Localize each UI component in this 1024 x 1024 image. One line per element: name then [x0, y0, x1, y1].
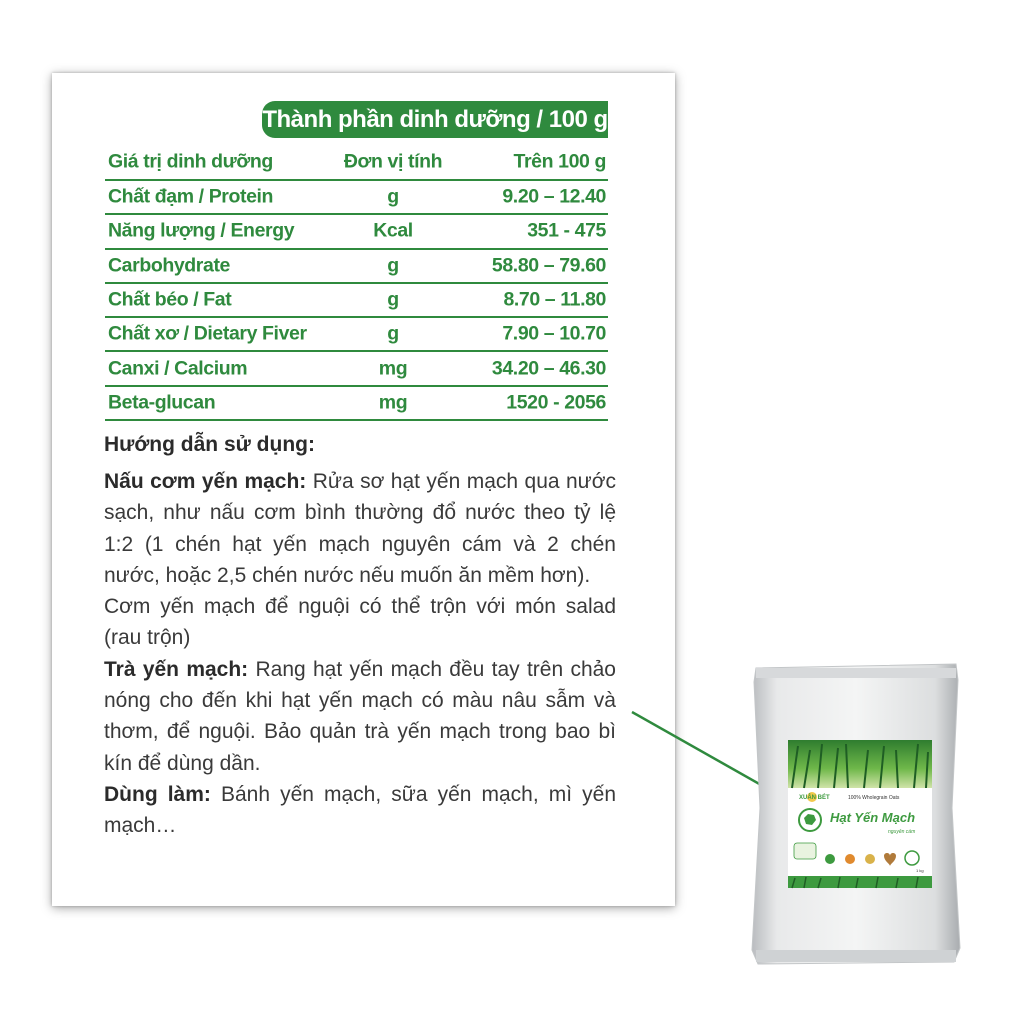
nutrient-name: Canxi / Calcium	[108, 357, 248, 380]
nutrient-name: Beta-glucan	[108, 391, 216, 414]
bag-tagline: 100% Wholegrain Oats	[848, 795, 900, 801]
natural-badge-icon	[905, 851, 919, 865]
nutrient-value: 1520 - 2056	[506, 391, 606, 414]
bag-product-name: Hạt Yến Mạch	[830, 810, 916, 825]
guide-title: Hướng dẫn sử dụng:	[104, 433, 315, 456]
guide-text: Cơm yến mạch để nguội có thể trộn với món salad (rau trộn)	[104, 595, 616, 650]
nutrient-unit: g	[387, 254, 399, 277]
nutrient-value: 351 - 475	[527, 219, 606, 242]
nutrient-name: Carbohydrate	[108, 254, 230, 277]
nutrient-unit: mg	[378, 357, 408, 380]
nutrient-name: Chất béo / Fat	[108, 288, 232, 311]
nutrient-value: 9.20 – 12.40	[502, 185, 606, 208]
nutrient-value: 7.90 – 10.70	[502, 322, 606, 345]
nutrient-unit: mg	[378, 391, 408, 414]
bag-subtitle: nguyên cám	[888, 829, 916, 835]
nutrient-value: 34.20 – 46.30	[491, 357, 606, 380]
nutrient-name: Chất xơ / Dietary Fiver	[108, 322, 307, 345]
bag-weight: 1 kg	[916, 868, 924, 873]
guide-text: Rang hạt yến mạch đều tay trên chảo nóng cho đến khi hạt yến mạch có màu nâu sẫm và thơm, để nguội. Bảo quản trà yến mạch trong bao bì kín để dùng dần.	[104, 657, 616, 775]
nutrient-name: Chất đạm / Protein	[108, 185, 274, 208]
nutrition-title: Thành phần dinh dưỡng / 100 g	[262, 101, 608, 138]
nutrient-unit: Kcal	[373, 219, 413, 242]
header-value: Trên 100 g	[513, 150, 606, 173]
header-nutrient: Giá trị dinh dưỡng	[108, 150, 273, 173]
nutrient-value: 58.80 – 79.60	[491, 254, 606, 277]
header-unit: Đơn vị tính	[343, 150, 443, 173]
bag-brand: XUÂN BÉT	[799, 795, 830, 801]
guide-label: Dùng làm:	[104, 782, 211, 806]
nutrient-name: Năng lượng / Energy	[108, 219, 295, 242]
nutrient-unit: g	[387, 322, 399, 345]
nutrient-value: 8.70 – 11.80	[503, 288, 606, 311]
guide-label: Nấu cơm yến mạch:	[104, 470, 307, 493]
product-bag-image	[748, 658, 964, 970]
guide-text: Rửa sơ hạt yến mạch qua nước sạch, như nấu cơm bình thường đổ nước theo tỷ lệ 1:2 (1 chén hạt yến mạch nguyên cám và 2 chén nước, hoặc 2,5 chén nước nếu muốn ăn mềm hơn).	[104, 470, 616, 587]
sugar-free-icon	[845, 854, 855, 864]
certification-icon	[825, 854, 835, 864]
guide-text: Bánh yến mạch, sữa yến mạch, mì yến mạch…	[104, 782, 616, 838]
nutrition-badge-icon	[794, 843, 816, 859]
bag-label	[788, 740, 932, 888]
nutrient-unit: g	[387, 185, 399, 208]
guide-label: Trà yến mạch:	[104, 657, 249, 681]
nutrient-unit: g	[387, 288, 399, 311]
quality-icon	[865, 854, 875, 864]
